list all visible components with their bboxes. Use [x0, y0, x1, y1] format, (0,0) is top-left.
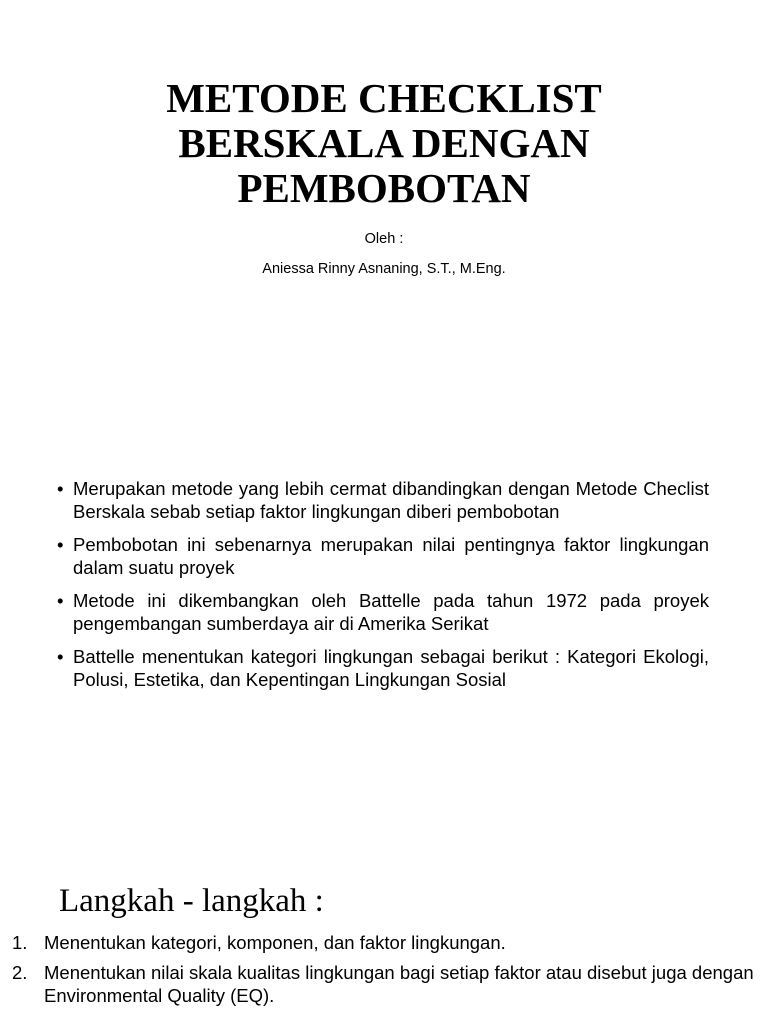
title-line: METODE CHECKLIST	[166, 75, 602, 121]
bullet-dot: •	[57, 590, 64, 611]
bullet-text: Battelle menentukan kategori lingkungan sebagai berikut : Kategori Ekologi, Polusi, Estetika, dan Kepentingan Lingkungan Sosial	[73, 646, 709, 690]
title-slide	[0, 0, 768, 300]
steps-list	[0, 931, 758, 1014]
author-name: Aniessa Rinny Asnaning, S.T., M.Eng.	[262, 261, 506, 277]
title-line: PEMBOBOTAN	[237, 165, 531, 211]
title-line: BERSKALA DENGAN	[178, 120, 590, 166]
step-text: Menentukan kategori, komponen, dan faktor lingkungan.	[44, 932, 506, 953]
step-number: 2.	[12, 962, 28, 983]
step-number: 1.	[12, 932, 28, 953]
steps-heading: Langkah - langkah :	[59, 883, 324, 919]
bullet-item	[57, 477, 709, 523]
byline-oleh: Oleh :	[364, 231, 404, 247]
step-text: Menentukan nilai skala kualitas lingkungan bagi setiap faktor atau disebut juga dengan Environmental Quality (EQ).	[44, 962, 754, 1006]
bullet-dot: •	[57, 534, 64, 555]
bullet-text: Metode ini dikembangkan oleh Battelle pada tahun 1972 pada proyek pengembangan sumberdaya air di Amerika Serikat	[73, 590, 709, 634]
bullet-item	[57, 533, 709, 579]
bullet-text: Merupakan metode yang lebih cermat dibandingkan dengan Metode Checlist Berskala sebab setiap faktor lingkungan diberi pembobotan	[73, 478, 709, 522]
steps-slide	[0, 845, 768, 1024]
bullet-item	[57, 589, 709, 635]
slide-title	[60, 76, 708, 211]
step-item	[0, 931, 758, 954]
bullet-item	[57, 645, 709, 691]
bullet-dot: •	[57, 646, 64, 667]
bullet-text: Pembobotan ini sebenarnya merupakan nilai pentingnya faktor lingkungan dalam suatu proyek	[73, 534, 709, 578]
step-item	[0, 961, 758, 1007]
bullet-list	[57, 477, 709, 701]
bullet-slide	[0, 300, 768, 845]
bullet-dot: •	[57, 478, 64, 499]
